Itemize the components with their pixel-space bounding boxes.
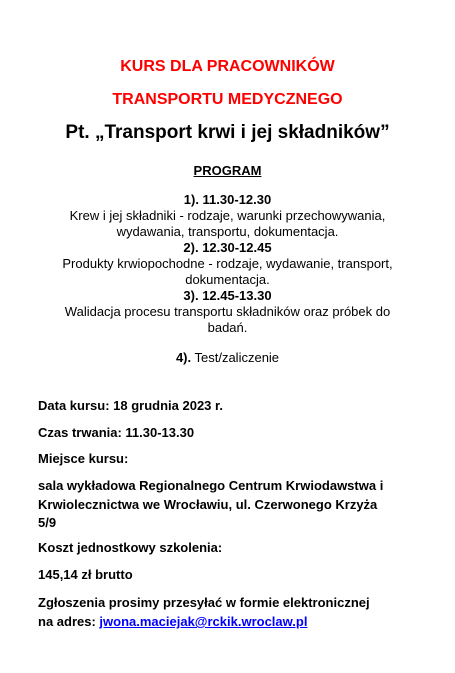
course-date: Data kursu: 18 grudnia 2023 r. (38, 398, 223, 413)
program-item (40, 239, 415, 287)
program-item-desc-line-2: badań. (207, 319, 248, 335)
program-item-desc-line-1: Krew i jej składniki - rodzaje, warunki przechowywania, (69, 208, 386, 223)
program-item-time: 2). 12.30-12.45 (183, 240, 272, 255)
course-subtitle: Pt. „Transport krwi i jej składników” (65, 122, 390, 143)
course-place-line-3: 5/9 (38, 515, 57, 530)
course-cost-label: Koszt jednostkowy szkolenia: (38, 540, 223, 555)
course-place (38, 477, 423, 533)
program-item-test-number: 4). (175, 350, 192, 365)
registration-line-2 (38, 612, 423, 631)
program-item-test (40, 350, 415, 366)
program-list (40, 191, 415, 366)
course-place-line-1: sala wykładowa Regionalnego Centrum Krwiodawstwa i (38, 478, 384, 493)
course-duration: Czas trwania: 11.30-13.30 (38, 425, 195, 440)
program-item (40, 191, 415, 239)
program-item-desc-line-2: wydawania, transportu, dokumentacja. (116, 223, 339, 239)
program-item-test-text: Test/zaliczenie (191, 350, 280, 365)
registration-prefix: na adres: (38, 614, 100, 629)
course-place-line-2: Krwiolecznictwa we Wrocławiu, ul. Czerwonego Krzyża (38, 496, 378, 512)
program-heading: PROGRAM (193, 163, 262, 178)
title-line-2: TRANSPORTU MEDYCZNEGO (112, 91, 343, 108)
registration-info (38, 593, 423, 631)
program-item (40, 287, 415, 335)
email-link[interactable]: jwona.maciejak@rckik.wroclaw.pl (99, 614, 308, 629)
program-item-time: 3). 12.45-13.30 (183, 288, 272, 303)
program-item-desc-line-2: dokumentacja. (185, 271, 270, 287)
program-item-desc-line-1: Walidacja procesu transportu składników oraz próbek do (64, 304, 391, 319)
registration-line-1: Zgłoszenia prosimy przesyłać w formie elektronicznej (38, 595, 370, 610)
course-title (0, 50, 455, 116)
program-item-time: 1). 11.30-12.30 (183, 192, 272, 207)
course-place-label: Miejsce kursu: (38, 451, 129, 466)
program-item-desc-line-1: Produkty krwiopochodne - rodzaje, wydawanie, transport, (62, 256, 393, 271)
course-cost-value: 145,14 zł brutto (38, 567, 133, 582)
title-line-1: KURS DLA PRACOWNIKÓW (120, 58, 335, 75)
